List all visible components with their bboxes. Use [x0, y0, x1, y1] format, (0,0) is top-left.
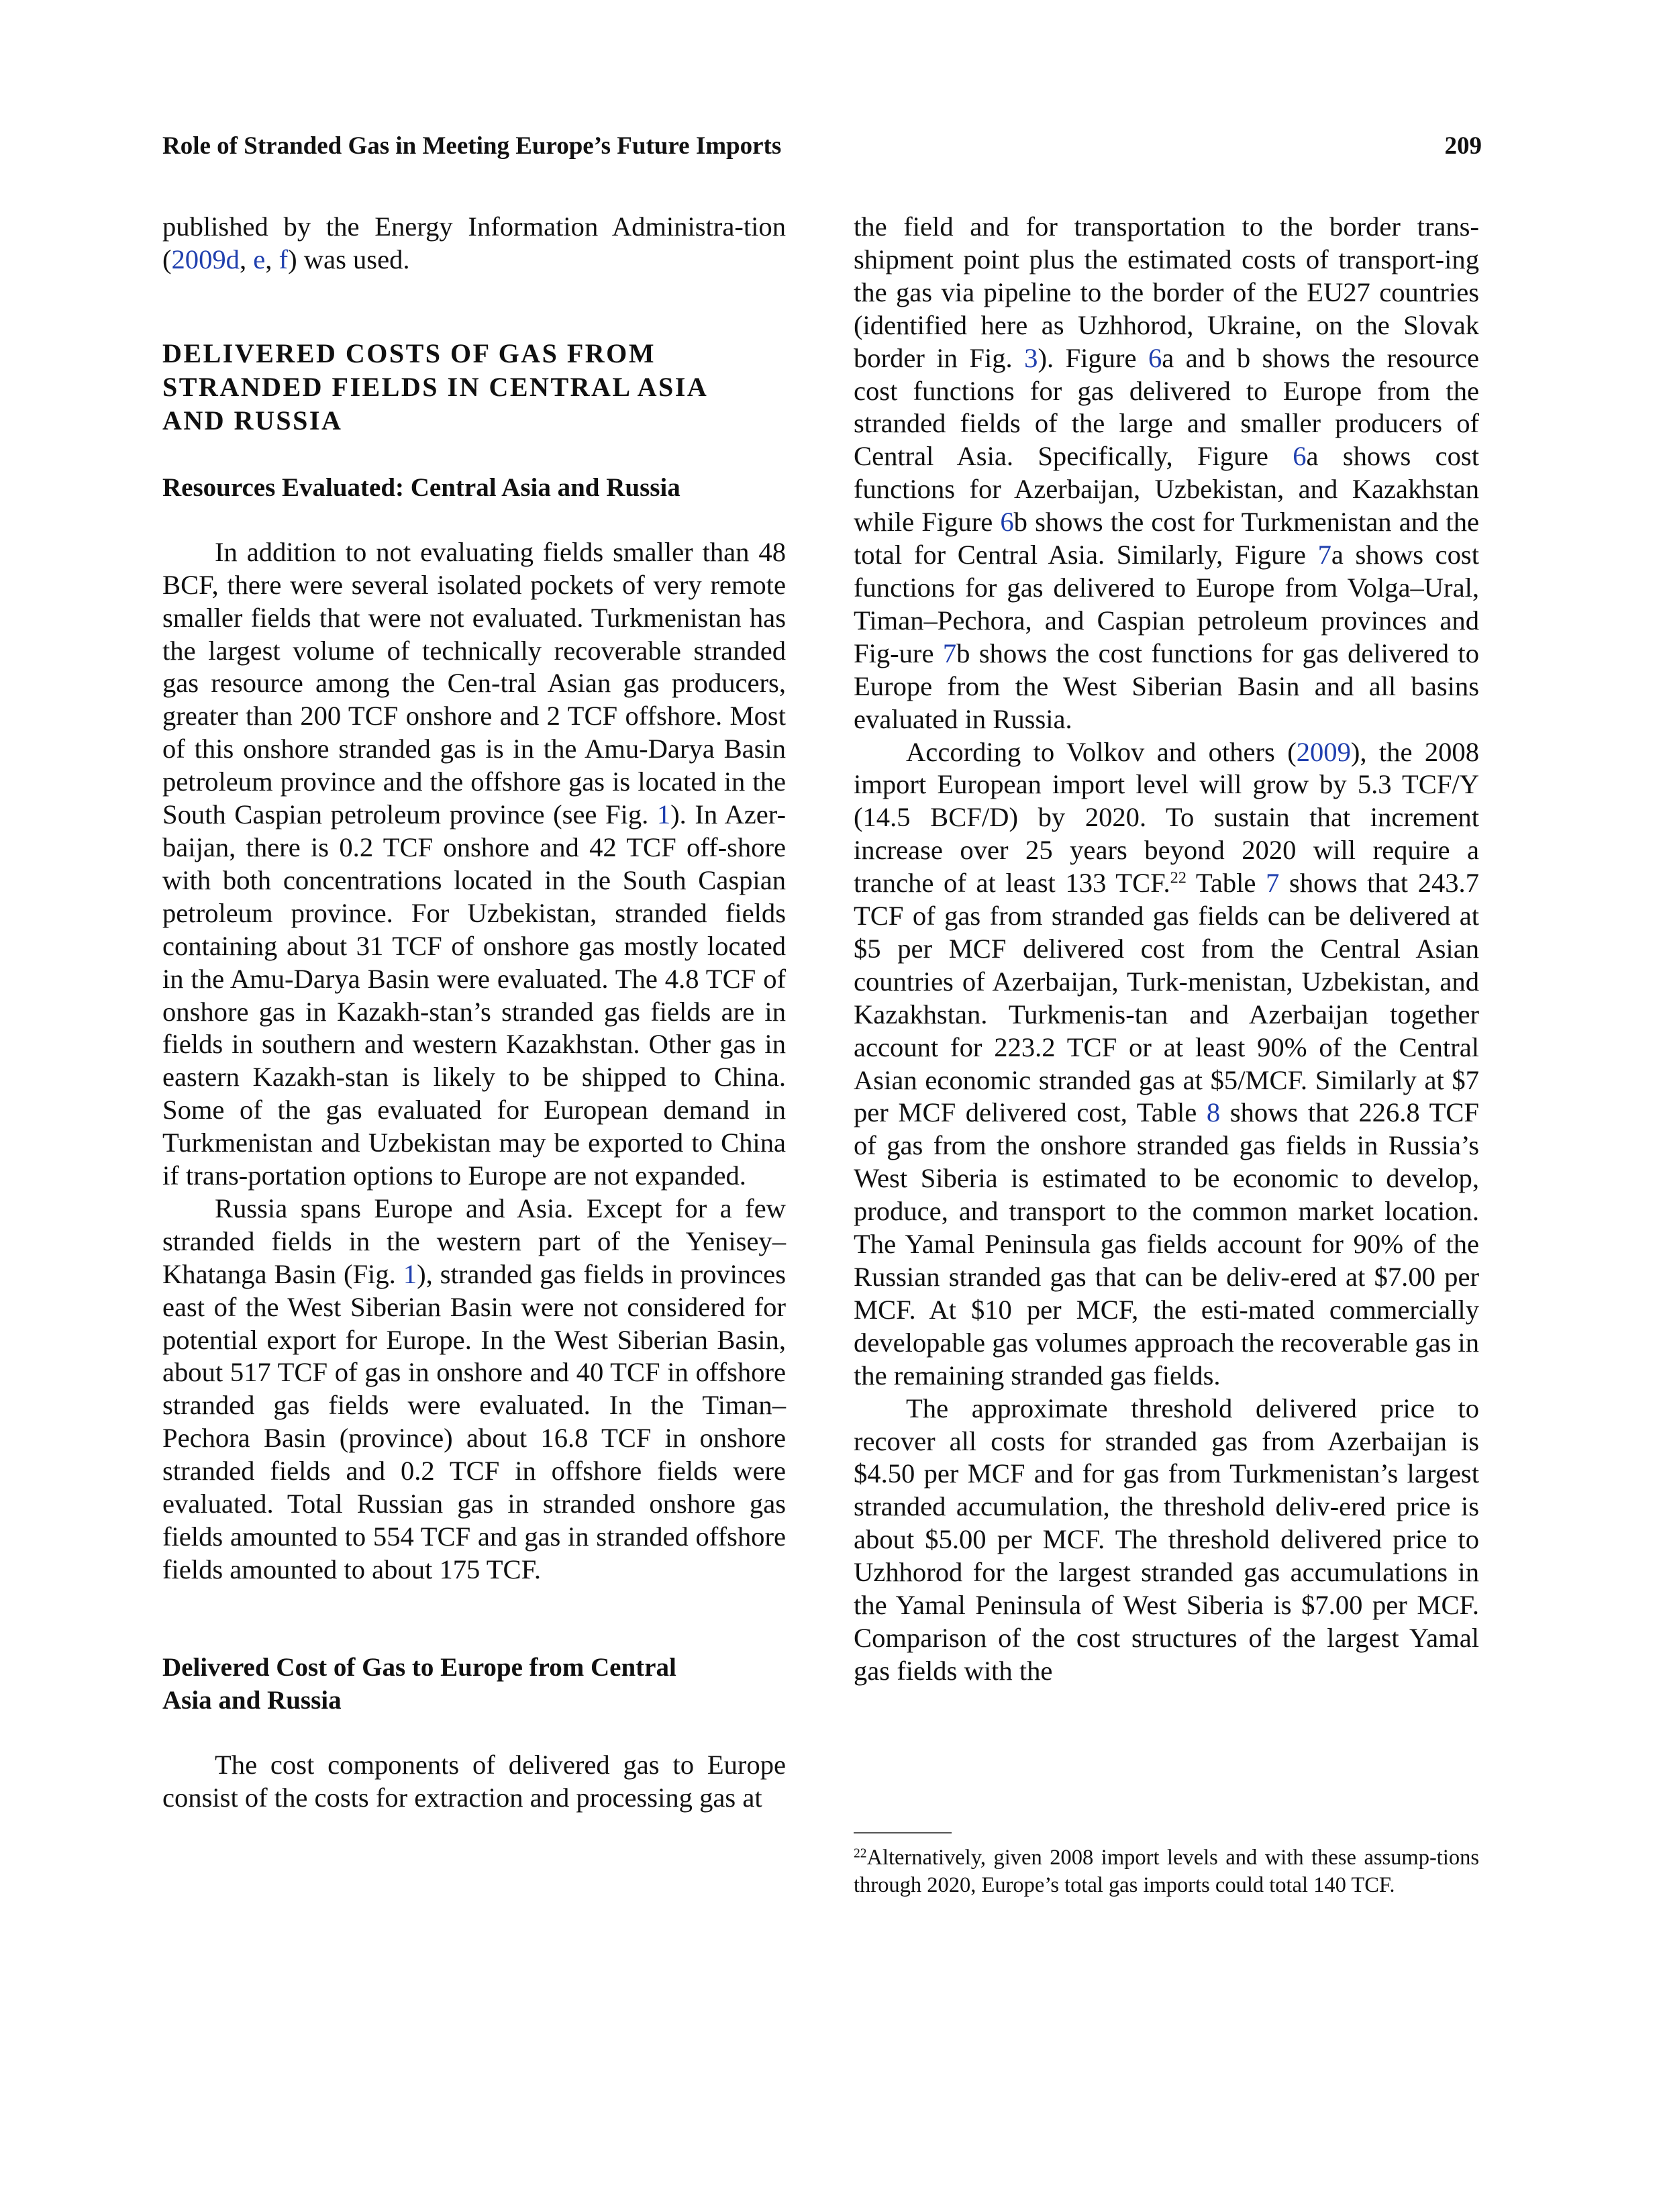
figure-link[interactable]: 6	[1293, 441, 1307, 472]
paragraph: According to Volkov and others (2009), the 2008 import European import level will grow by 5.3 TCF/Y (14.5 BCF/D) by 2020. To sustain that increment increase over 25 years beyond 2020 will require a tranche of at least 133 TCF.$^{22}$ Table 7 shows that 243.7 TCF of gas from stranded gas fields can be delivered at $5 per MCF delivered cost from the Central Asian countries of Azerbaijan, Turk-menistan, Uzbekistan, and Kazakhstan. Turkmenis-tan and Azerbaijan together account for 223.2 TCF or at least 90% of the Central Asian economic stranded gas at $5/MCF. Similarly at $7 per MCF delivered cost, Table 8 shows that 226.8 TCF of gas from the onshore stranded gas fields in Russia’s West Siberia is estimated to be economic to develop, produce, and transport to the common market location. The Yamal Peninsula gas fields account for 90% of the Russian stranded gas that can be deliv-ered at $7.00 per MCF. At $10 per MCF, the esti-mated commercially developable gas volumes approach the recoverable gas in the remaining stranded gas fields.	[854, 736, 1479, 1391]
paragraph: In addition to not evaluating fields smaller than 48 BCF, there were several isolated pockets of very remote smaller fields that were not evaluated. Turkmenistan has the largest volume of technically recoverable stranded gas resource among the Cen-tral Asian gas producers, greater than 200 TCF onshore and 2 TCF offshore. Most of this onshore stranded gas is in the Amu-Darya Basin petroleum province and the offshore gas is located in the South Caspian petroleum province (see Fig. 1). In Azer-baijan, there is 0.2 TCF onshore and 42 TCF off-shore with both concentrations located in the South Caspian petroleum province. For Uzbekistan, stranded fields containing about 31 TCF of onshore gas mostly located in the Amu-Darya Basin were evaluated. The 4.8 TCF of onshore gas in Kazakh-stan’s stranded gas fields are in fields in southern and western Kazakhstan. Other gas in eastern Kazakh-stan is likely to be shipped to China. Some of the gas evaluated for European demand in Turkmenistan and Uzbekistan may be exported to China if trans-portation options to Europe are not expanded.	[162, 536, 786, 1191]
running-head	[162, 129, 1482, 164]
footnote	[854, 1844, 1479, 1899]
citation-link[interactable]: 2009d	[171, 244, 240, 274]
right-column	[854, 211, 1479, 1688]
paragraph: Russia spans Europe and Asia. Except for a few stranded fields in the western part of the Yenisey–Khatanga Basin (Fig. 1), stranded gas fields in provinces east of the West Siberian Basin were not considered for potential export for Europe. In the West Siberian Basin, about 517 TCF of gas in onshore and 40 TCF in offshore stranded gas fields were evaluated. In the Timan–Pechora Basin (province) about 16.8 TCF in onshore stranded fields and 0.2 TCF in offshore fields were evaluated. Total Russian gas in stranded onshore gas fields amounted to 554 TCF and gas in stranded offshore fields amounted to about 175 TCF.	[162, 1193, 786, 1585]
footnote-number: 22	[854, 1846, 867, 1861]
figure-link[interactable]: 6	[1000, 507, 1014, 538]
footnote-marker[interactable]: 22	[1170, 868, 1187, 887]
page-number: 209	[1444, 132, 1482, 160]
citation-link[interactable]: 2009	[1296, 736, 1351, 767]
citation-link[interactable]: f	[279, 244, 289, 274]
subheading-delivered-cost: Delivered Cost of Gas to Europe from Central Asia and Russia	[162, 1652, 676, 1715]
citation-link[interactable]: e	[253, 244, 266, 274]
subheading-resources: Resources Evaluated: Central Asia and Russia	[162, 472, 680, 502]
paragraph-continued: published by the Energy Information Administra-tion (2009d, e, f) was used.	[162, 211, 786, 274]
figure-link[interactable]: 1	[403, 1258, 417, 1289]
figure-link[interactable]: 7	[942, 638, 957, 668]
table-link[interactable]: 7	[1266, 868, 1280, 899]
figure-link[interactable]: 7	[1317, 540, 1331, 570]
footnote-text: Alternatively, given 2008 import levels and with these assump-tions through 2020, Europe’s total gas imports could total 140 TCF.	[854, 1846, 1479, 1897]
running-title: Role of Stranded Gas in Meeting Europe’s Future Imports	[162, 132, 782, 160]
figure-link[interactable]: 1	[656, 799, 671, 830]
paragraph: The cost components of delivered gas to Europe consist of the costs for extraction and processing gas at	[162, 1749, 786, 1813]
table-link[interactable]: 8	[1206, 1097, 1221, 1128]
paragraph-continued: the field and for transportation to the border trans-shipment point plus the estimated costs of transport-ing the gas via pipeline to the border of the EU27 countries (identified here as Uzhhorod, Ukraine, on the Slovak border in Fig. 3). Figure 6a and b shows the resource cost functions for gas delivered to Europe from the stranded fields of the large and smaller producers of Central Asia. Specifically, Figure 6a shows cost functions for Azerbaijan, Uzbekistan, and Kazakhstan while Figure 6b shows the cost for Turkmenistan and the total for Central Asia. Similarly, Figure 7a shows cost functions for gas delivered to Europe from Volga–Ural, Timan–Pechora, and Caspian petroleum provinces and Fig-ure 7b shows the cost functions for gas delivered to Europe from the West Siberian Basin and all basins evaluated in Russia.	[854, 211, 1480, 734]
footnote-divider	[854, 1832, 952, 1833]
figure-link[interactable]: 6	[1148, 342, 1162, 373]
figure-link[interactable]: 3	[1024, 342, 1038, 373]
left-column	[162, 211, 786, 1815]
section-heading: DELIVERED COSTS OF GAS FROM STRANDED FIELDS IN CENTRAL ASIA AND RUSSIA	[162, 338, 709, 436]
paragraph: The approximate threshold delivered price to recover all costs for stranded gas from Azerbaijan is $4.50 per MCF and for gas from Turkmenistan’s largest stranded accumulation, the threshold deliv-ered price is about $5.00 per MCF. The threshold delivered price to Uzhhorod for the largest stranded gas accumulations in the Yamal Peninsula of West Siberia is $7.00 per MCF. Comparison of the cost structures of the largest Yamal gas fields with the	[854, 1393, 1479, 1686]
